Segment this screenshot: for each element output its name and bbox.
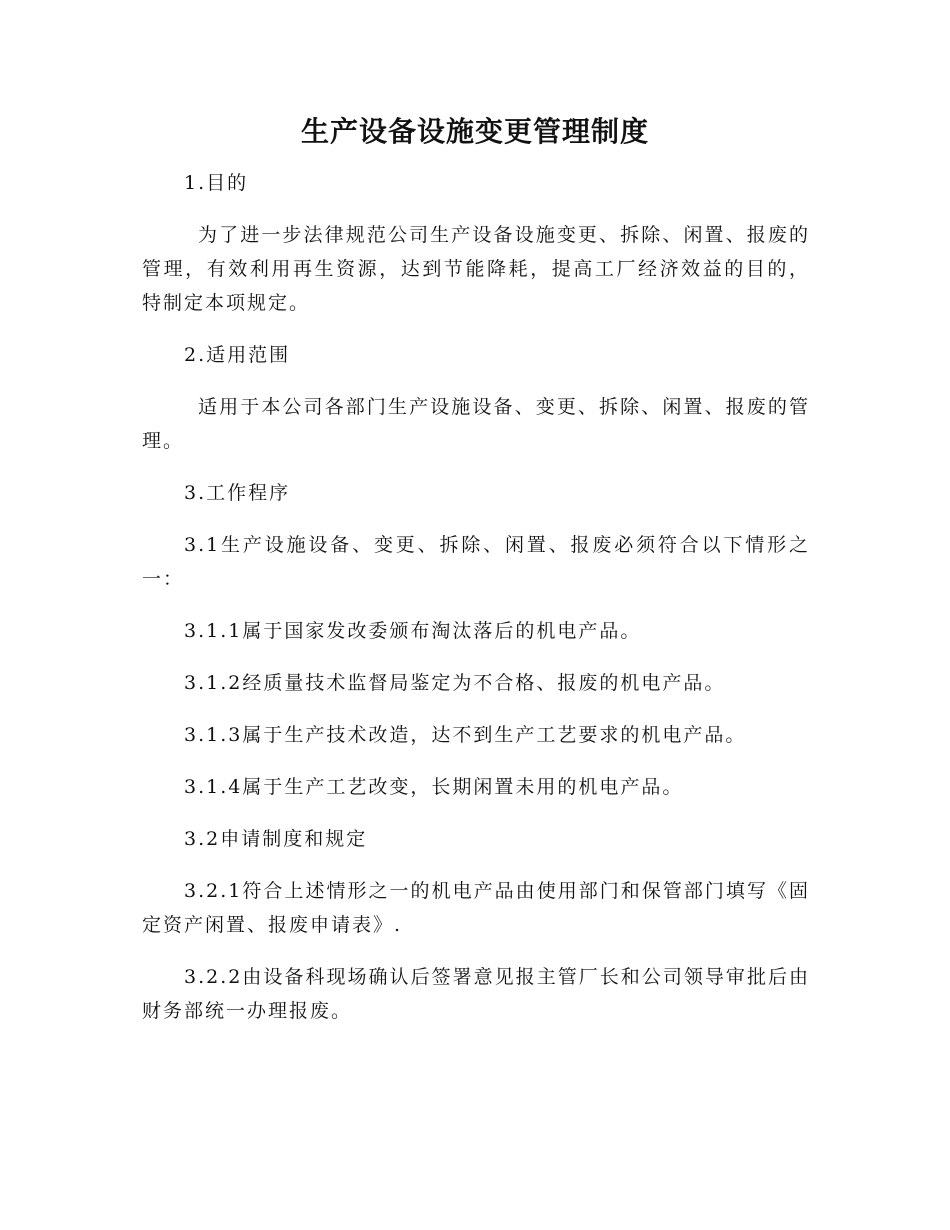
clause-3-1-1: 3.1.1属于国家发改委颁布淘汰落后的机电产品。 (184, 620, 642, 642)
scope-paragraph: 适用于本公司各部门生产设施设备、变更、拆除、闲置、报废的管理。 (142, 396, 810, 452)
section-heading-purpose: 1.目的 (184, 172, 249, 194)
clause-3-1: 3.1生产设施设备、变更、拆除、闲置、报废必须符合以下情形之一： (142, 534, 810, 590)
clause-3-2: 3.2申请制度和规定 (184, 828, 368, 850)
clause-3-1-3: 3.1.3属于生产技术改造，达不到生产工艺要求的机电产品。 (184, 724, 747, 746)
clause-3-2-1: 3.2.1符合上述情形之一的机电产品由使用部门和保管部门填写《固定资产闲置、报废申请表》. (142, 880, 810, 936)
document-title: 生产设备设施变更管理制度 (300, 115, 649, 148)
document-body (142, 166, 810, 1046)
section-heading-procedure: 3.工作程序 (184, 482, 291, 504)
clause-3-1-2: 3.1.2经质量技术监督局鉴定为不合格、报废的机电产品。 (184, 672, 726, 694)
clause-3-1-4: 3.1.4属于生产工艺改变，长期闲置未用的机电产品。 (184, 776, 684, 798)
clause-3-2-2: 3.2.2由设备科现场确认后签署意见报主管厂长和公司领导审批后由财务部统一办理报废。 (142, 966, 810, 1022)
section-heading-scope: 2.适用范围 (184, 344, 291, 366)
purpose-paragraph: 为了进一步法律规范公司生产设备设施变更、拆除、闲置、报废的管理，有效利用再生资源，达到节能降耗，提高工厂经济效益的目的，特制定本项规定。 (142, 224, 810, 314)
